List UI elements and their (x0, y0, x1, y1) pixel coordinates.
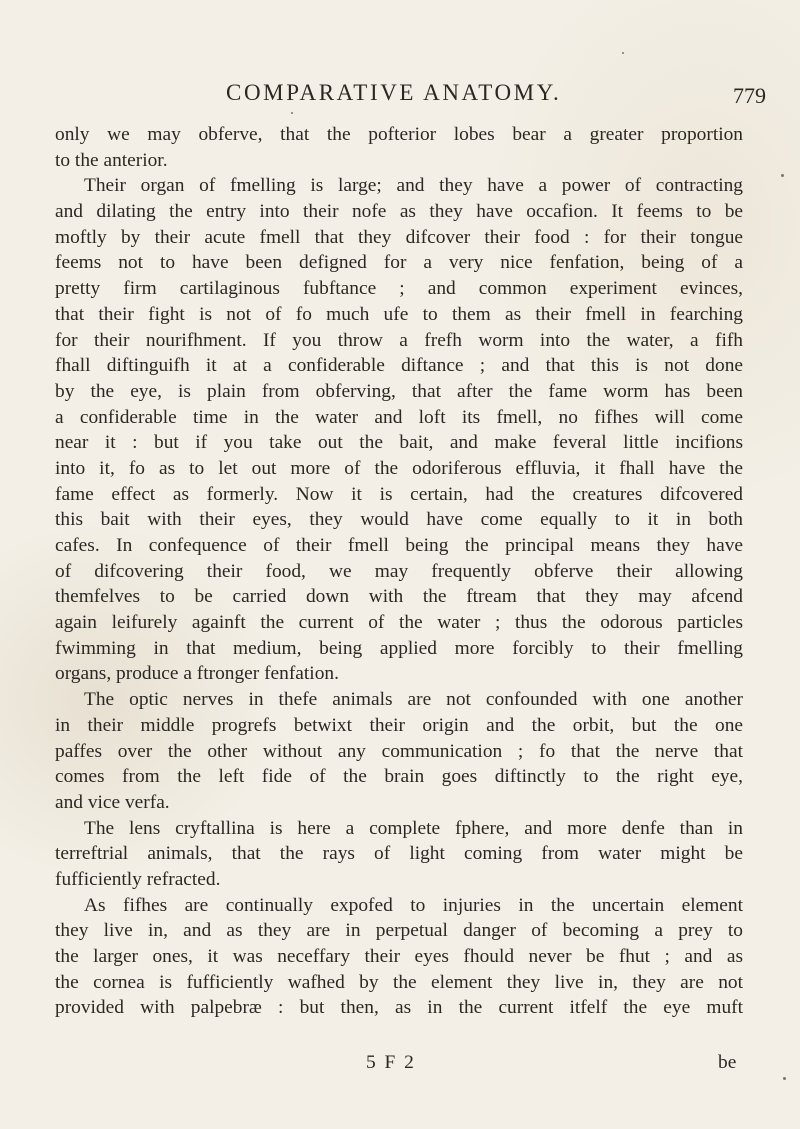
text-line: feems not to have been defigned for a very nice fenfation, being of a (55, 252, 743, 274)
body-text (55, 122, 743, 1021)
text-line: this bait with their eyes, they would have come equally to it in both (55, 509, 743, 531)
text-line: and dilating the entry into their nofe as they have occafion. It feems to be (55, 201, 743, 223)
text-line: to the anterior. (55, 149, 168, 171)
running-title: COMPARATIVE ANATOMY. (226, 80, 562, 105)
page-footer (0, 1052, 800, 1080)
text-line: for their nourifhment. If you throw a frefh worm into the water, a fifh (55, 329, 743, 351)
text-line: organs, produce a ftronger fenfation. (55, 663, 339, 685)
page-number: 779 (733, 83, 766, 108)
text-line: The lens cryftallina is here a complete fphere, and more denfe than in (84, 817, 743, 839)
text-line: fhall diftinguifh it at a confiderable diftance ; and that this is not done (55, 355, 743, 377)
text-line: themfelves to be carried down with the ftream that they may afcend (55, 586, 743, 608)
paper-speck (291, 112, 293, 114)
text-line: that their fight is not of fo much ufe to them as their fmell in fearching (55, 303, 743, 325)
paper-speck (783, 1077, 786, 1080)
paper-speck (781, 174, 784, 177)
text-line: fame effect as formerly. Now it is certain, had the creatures difcovered (55, 483, 743, 505)
text-line: by the eye, is plain from obferving, that after the fame worm has been (55, 380, 743, 402)
catchword: be (718, 1052, 737, 1073)
text-line: in their middle progrefs betwixt their origin and the orbit, but the one (55, 714, 743, 736)
text-line: terreftrial animals, that the rays of light coming from water might be (55, 843, 743, 865)
text-line: they live in, and as they are in perpetual danger of becoming a prey to (55, 920, 743, 942)
text-line: pretty firm cartilaginous fubftance ; and common experiment evinces, (55, 278, 743, 300)
text-line: fwimming in that medium, being applied more forcibly to their fmelling (55, 637, 743, 659)
text-line: The optic nerves in thefe animals are not confounded with one another (84, 689, 743, 711)
text-line: As fifhes are continually expofed to injuries in the uncertain element (84, 894, 743, 916)
text-line: cafes. In confequence of their fmell being the principal means they have (55, 535, 743, 556)
text-line: into it, fo as to let out more of the odoriferous effluvia, it fhall have the (55, 457, 743, 479)
text-line: moftly by their acute fmell that they difcover their food : for their tongue (55, 226, 743, 248)
text-line: paffes over the other without any communication ; fo that the nerve that (55, 740, 743, 762)
text-line: again leifurely againft the current of the water ; thus the odorous particles (55, 612, 743, 634)
text-line: the larger ones, it was neceffary their eyes fhould never be fhut ; and as (55, 946, 743, 967)
signature-mark: 5 F 2 (366, 1052, 416, 1073)
text-line: only we may obferve, that the pofterior lobes bear a greater proportion (55, 124, 743, 145)
text-line: near it : but if you take out the bait, and make feveral little incifions (55, 432, 743, 454)
text-line: fufficiently refracted. (55, 868, 221, 890)
paper-speck (622, 52, 624, 54)
running-head (0, 78, 800, 112)
text-line: provided with palpebræ : but then, as in the current itfelf the eye muft (55, 997, 743, 1019)
text-line: the cornea is fufficiently wafhed by the element they live in, they are not (55, 971, 743, 993)
text-line: Their organ of fmelling is large; and they have a power of contracting (84, 175, 743, 197)
text-line: and vice verfa. (55, 791, 170, 813)
text-line: of difcovering their food, we may frequently obferve their allowing (55, 560, 743, 582)
text-line: comes from the left fide of the brain goes diftinctly to the right eye, (55, 766, 743, 788)
text-line: a confiderable time in the water and loft its fmell, no fifhes will come (55, 406, 743, 428)
